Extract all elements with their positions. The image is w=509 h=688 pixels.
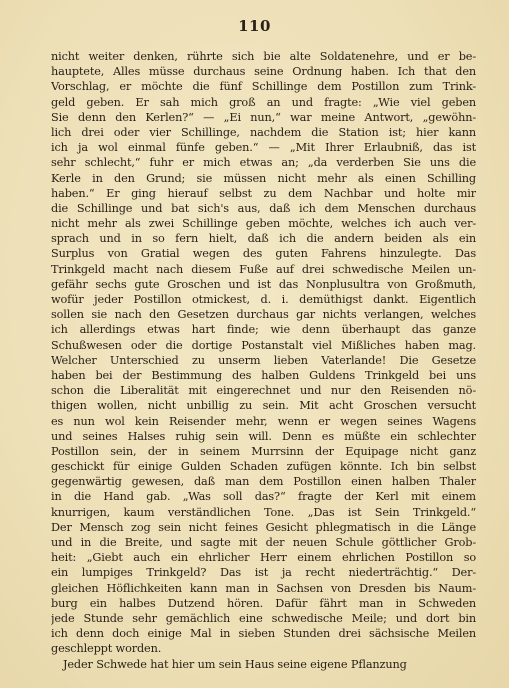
text-line: knurrigen, kaum verständlichen Tone. „Das ist Sein Trinkgeld.“: [51, 505, 476, 519]
text-line: sollen sie nach den Gesetzen durchaus gar nichts verlangen, welches: [51, 308, 476, 322]
text-line: die Schillinge und bat sich's aus, daß ich dem Menschen durchaus: [51, 201, 476, 215]
text-line: gefähr sechs gute Groschen und ist das Nonplusultra von Großmuth,: [51, 277, 476, 291]
text-line: heit: „Giebt auch ein ehrlicher Herr einem ehrlichen Postillon so: [51, 551, 476, 565]
text-line: in die Hand gab. „Was soll das?“ fragte der Kerl mit einem: [51, 490, 476, 504]
text-line: jede Stunde sehr gemächlich eine schwedische Meile; und dort bin: [51, 611, 476, 625]
text-line: burg ein halbes Dutzend hören. Dafür fährt man in Schweden: [51, 596, 476, 610]
text-line: geschickt für einige Gulden Schaden zufügen könnte. Ich bin selbst: [51, 460, 476, 474]
text-line: ich ja wol einmal fünfe geben.“ — „Mit Ihrer Erlaubniß, das ist: [51, 141, 476, 155]
text-line: thigen wollen, nicht unbillig zu sein. Mit acht Groschen versucht: [51, 399, 476, 413]
text-line: es nun wol kein Reisender mehr, wenn er wegen seines Wagens: [51, 414, 476, 428]
text-line: Kerle in den Grund; sie müssen nicht mehr als einen Schilling: [51, 171, 476, 185]
text-line: nicht mehr als zwei Schillinge geben möchte, welches ich auch ver-: [51, 217, 476, 231]
text-line: ein lumpiges Trinkgeld? Das ist ja recht niederträchtig.“ Der-: [51, 566, 476, 580]
text-line: sehr schlecht,“ fuhr er mich etwas an; „da verderben Sie uns die: [51, 156, 476, 170]
text-line: Vorschlag, er möchte die fünf Schillinge dem Postillon zum Trink-: [51, 80, 476, 94]
text-line: wofür jeder Postillon otmickest, d. i. demüthigst dankt. Eigentlich: [51, 293, 476, 306]
text-line: Schußwesen oder die dortige Postanstalt viel Mißliches haben mag.: [51, 338, 476, 352]
text-line: geld geben. Er sah mich groß an und fragte: „Wie viel geben: [51, 95, 476, 109]
text-line: ich denn doch einige Mal in sieben Stunden drei sächsische Meilen: [51, 627, 476, 641]
body-text: [51, 49, 476, 672]
text-line: hauptete, Alles müsse durchaus seine Ordnung haben. Ich that den: [51, 65, 476, 79]
text-line: Trinkgeld macht nach diesem Fuße auf drei schwedische Meilen un-: [51, 262, 476, 276]
text-line: schon die Liberalität mit eingerechnet und nur den Reisenden nö-: [51, 384, 476, 398]
text-line: gleichen Höflichkeiten kann man in Sachsen von Dresden bis Naum-: [51, 581, 476, 595]
paragraph-end-line: geschleppt worden.: [51, 642, 162, 656]
page-number: 110: [238, 17, 271, 35]
text-line: haben.“ Er ging hierauf selbst zu dem Nachbar und holte mir: [51, 186, 476, 200]
text-line: Surplus von Gratial wegen des guten Fahrens hinzulegte. Das: [51, 247, 476, 261]
text-line: Sie denn den Kerlen?“ — „Ei nun,“ war meine Antwort, „gewöhn-: [51, 110, 476, 124]
text-line: Postillon sein, der in seinem Murrsinn der Equipage nicht ganz: [51, 444, 476, 458]
text-line: und seines Halses ruhig sein will. Denn es müßte ein schlechter: [51, 429, 476, 443]
text-line: ich allerdings etwas hart finde; wie denn überhaupt das ganze: [51, 323, 476, 337]
text-line: lich drei oder vier Schillinge, nachdem die Station ist; hier kann: [51, 125, 476, 139]
text-line: Der Mensch zog sein nicht feines Gesicht phlegmatisch in die Länge: [51, 520, 476, 534]
text-line: Jeder Schwede hat hier um sein Haus seine eigene Pflanzung: [63, 657, 407, 671]
text-line: gegenwärtig gewesen, daß man dem Postillon einen halben Thaler: [51, 475, 476, 489]
text-line: haben bei der Bestimmung des halben Guldens Trinkgeld bei uns: [51, 368, 476, 382]
text-line: sprach und in so fern hielt, daß ich die andern beiden als ein: [51, 232, 476, 246]
text-line: nicht weiter denken, rührte sich bie alte Soldatenehre, und er be-: [51, 50, 476, 63]
text-line: und in die Breite, und sagte mit der neuen Schule göttlicher Grob-: [51, 536, 476, 549]
text-line: Welcher Unterschied zu unserm lieben Vaterlande! Die Gesetze: [51, 353, 476, 367]
